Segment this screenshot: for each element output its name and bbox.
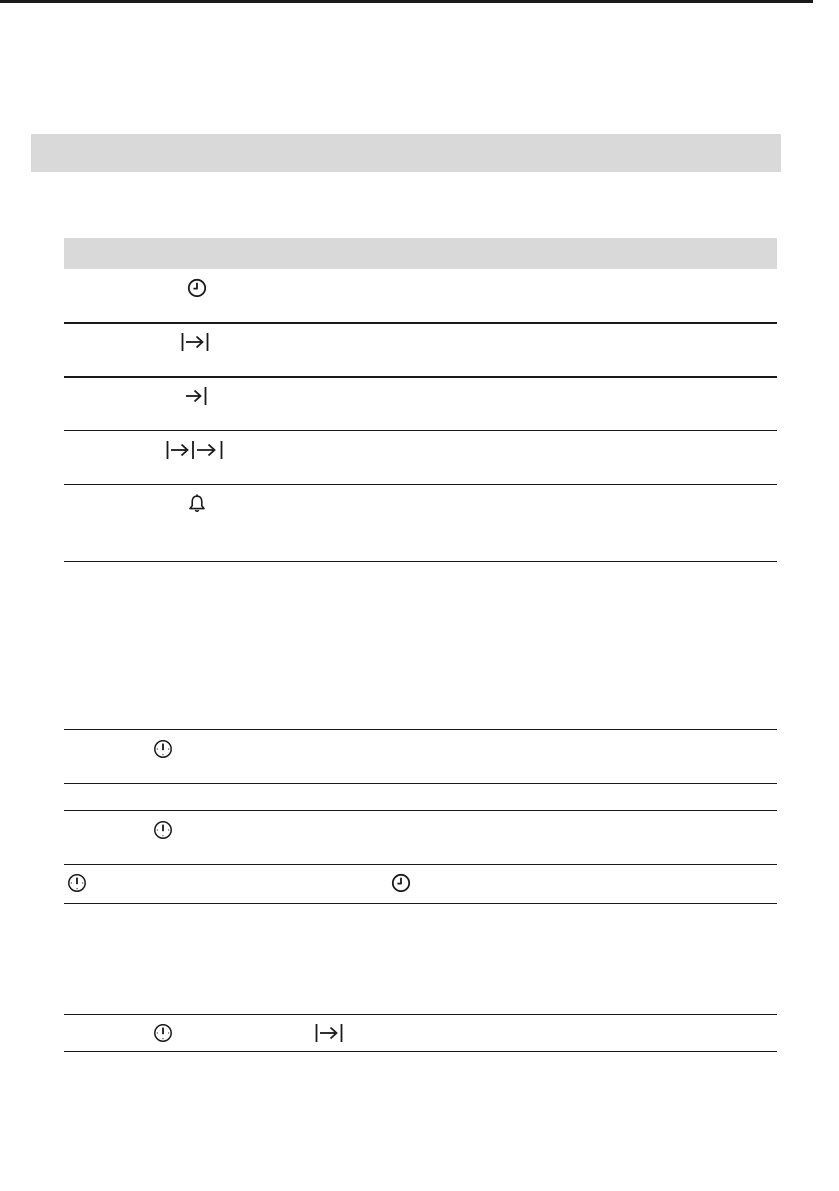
duration-icon [315, 1024, 344, 1042]
table-row-divider [64, 903, 777, 904]
table-row-divider [64, 376, 777, 378]
time-delay-icon [166, 441, 224, 459]
table-row-divider [64, 864, 777, 865]
table-row-divider [64, 1014, 777, 1015]
clock-button-icon [153, 739, 173, 759]
table-row-divider [64, 783, 777, 784]
table-header-band [64, 238, 777, 269]
table-row-divider [64, 810, 777, 811]
procedure-table-top-rule [64, 729, 777, 730]
clock-button-icon [153, 1023, 173, 1043]
table-row-divider [64, 322, 777, 324]
duration-icon [181, 333, 210, 351]
clock-button-icon [153, 820, 173, 840]
time-of-day-icon [391, 873, 411, 893]
procedure-table-bottom-rule [64, 1051, 777, 1052]
clock-button-icon [67, 873, 87, 893]
table-row-divider [64, 484, 777, 485]
time-of-day-icon [187, 278, 207, 298]
table-row-divider [64, 430, 777, 431]
section-heading-band [31, 134, 781, 172]
minute-minder-bell-icon [188, 494, 206, 514]
top-rule [0, 0, 813, 3]
table-bottom-rule [64, 561, 777, 562]
end-time-icon [186, 387, 208, 405]
